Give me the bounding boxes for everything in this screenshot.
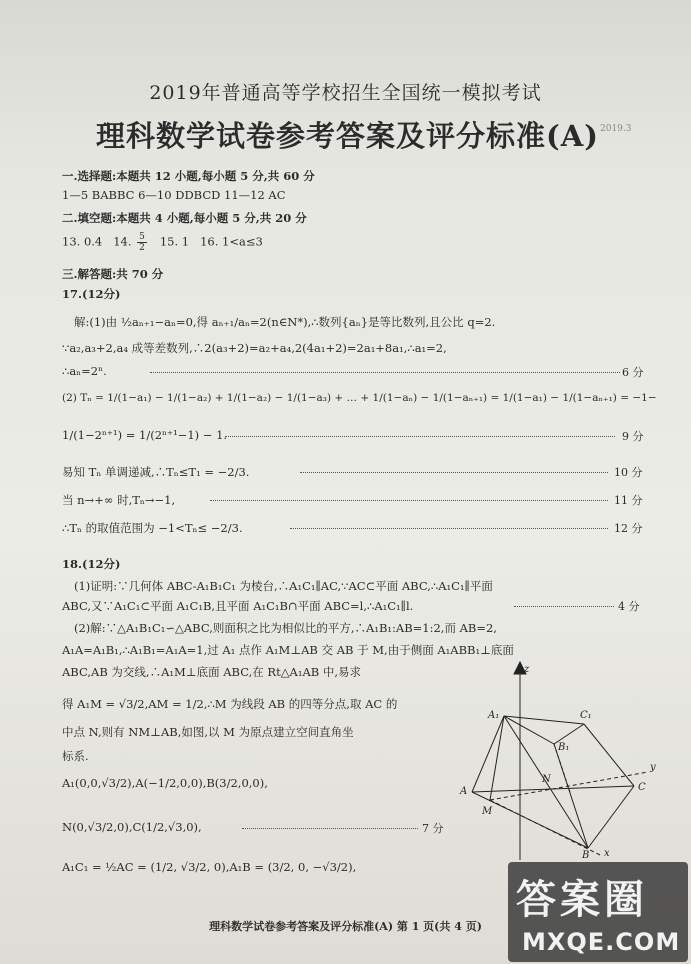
label-M: M <box>482 806 493 817</box>
q18-label: 18.(12分) <box>62 557 121 571</box>
date-stamp: 2019.3 <box>600 124 632 134</box>
answer-key-title: 理科数学试卷参考答案及评分标准(A) <box>96 119 599 153</box>
label-B1: B₁ <box>558 742 570 753</box>
q17-score-11: 11 分 <box>614 494 643 507</box>
q18-line5: ABC,AB 为交线,∴A₁M⊥底面 ABC,在 Rt△A₁AB 中,易求 <box>62 665 362 679</box>
q18-line1: (1)证明:∵几何体 ABC-A₁B₁C₁ 为棱台,∴A₁C₁∥AC,∵AC⊂平面 ABC,∴A₁C₁∥平面 <box>74 579 493 593</box>
edge-AA1 <box>472 716 504 792</box>
q17-score-9: 9 分 <box>622 430 644 443</box>
q17-line5: 1/(1−2ⁿ⁺¹) = 1/(2ⁿ⁺¹−1) − 1. <box>62 428 228 442</box>
section2-answers <box>62 232 263 253</box>
watermark-top: 答案圈 <box>516 877 648 923</box>
segment-A1M <box>490 716 504 800</box>
q18-line3: (2)解:∵△A₁B₁C₁∽△ABC,则面积之比为相似比的平方,∴A₁B₁:AB=1:2,而 AB=2, <box>74 621 497 635</box>
q17-line1: 解:(1)由 ½aₙ₊₁−aₙ=0,得 aₙ₊₁/aₙ=2(n∈N*),∴数列{aₙ}是等比数列,且公比 q=2. <box>74 315 496 329</box>
answer-14: 14. <box>113 234 132 249</box>
label-A: A <box>460 786 468 797</box>
label-A1: A₁ <box>488 710 500 721</box>
q18-line11: A₁C₁ = ½AC = (1/2, √3/2, 0),A₁B = (3/2, 0, −√3/2), <box>62 860 357 874</box>
dotted-leader <box>210 500 608 501</box>
label-y: y <box>650 762 656 773</box>
q18-line6: 得 A₁M = √3/2,AM = 1/2,∴M 为线段 AB 的四等分点,取 AC 的 <box>62 697 398 711</box>
dotted-leader <box>150 372 620 373</box>
q17-line7: 当 n→+∞ 时,Tₙ→−1, <box>62 493 176 507</box>
label-z: z <box>524 664 530 675</box>
q17-line6: 易知 Tₙ 单调递减,∴Tₙ≤T₁ = −2/3. <box>62 465 250 479</box>
fraction-numerator: 5 <box>139 232 145 242</box>
watermark-logo <box>508 862 688 962</box>
q17-score-12: 12 分 <box>614 522 643 535</box>
section3-heading: 三.解答题:共 70 分 <box>62 267 164 281</box>
section1-answers: 1—5 BABBC 6—10 DDBCD 11—12 AC <box>62 188 286 202</box>
dotted-leader <box>242 828 418 829</box>
fraction-denominator: 2 <box>139 243 145 253</box>
label-C: C <box>638 782 646 793</box>
q18-line2: ABC,又∵A₁C₁⊂平面 A₁C₁B,且平面 A₁C₁B∩平面 ABC=l,∴A₁C₁∥l. <box>62 599 414 613</box>
q17-line3: ∴aₙ=2ⁿ. <box>62 364 107 378</box>
answer-13: 13. 0.4 <box>62 234 103 249</box>
dotted-leader <box>225 436 615 437</box>
q18-line7: 中点 N,则有 NM⊥AB,如图,以 M 为原点建立空间直角坐 <box>62 725 354 739</box>
section1-heading: 一.选择题:本题共 12 小题,每小题 5 分,共 60 分 <box>62 169 315 183</box>
dotted-leader <box>290 528 608 529</box>
dotted-leader <box>514 606 614 607</box>
frustum-figure <box>452 660 682 860</box>
q18-score-4: 4 分 <box>618 600 640 613</box>
section2-heading: 二.填空题:本题共 4 小题,每小题 5 分,共 20 分 <box>62 211 307 225</box>
q17-line8: ∴Tₙ 的取值范围为 −1<Tₙ≤ −2/3. <box>62 521 243 535</box>
answer-15: 15. 1 <box>159 234 190 249</box>
edge-C1C <box>584 724 634 786</box>
label-C1: C₁ <box>580 710 592 721</box>
exam-title: 2019年普通高等学校招生全国统一模拟考试 <box>149 82 542 104</box>
q18-score-7: 7 分 <box>422 822 444 835</box>
label-x: x <box>604 848 610 859</box>
answer-16: 16. 1<a≤3 <box>200 234 263 249</box>
q18-line10: N(0,√3/2,0),C(1/2,√3,0), <box>62 820 202 834</box>
q17-line4: (2) Tₙ = 1/(1−a₁) − 1/(1−a₂) + 1/(1−a₂) − 1/(1−a₃) + … + 1/(1−aₙ) − 1/(1−aₙ₊₁) = 1/(1−a₁) − 1/(1−aₙ₊₁) = −1− <box>62 392 657 404</box>
q17-line2: ∵a₂,a₃+2,a₄ 成等差数列,∴2(a₃+2)=a₂+a₄,2(4a₁+2)=2a₁+8a₁,∴a₁=2, <box>62 341 447 355</box>
edge-BC <box>588 786 634 848</box>
q17-score-10: 10 分 <box>614 466 643 479</box>
edge-B1C1 <box>554 724 584 744</box>
q18-line9: A₁(0,0,√3/2),A(−1/2,0,0),B(3/2,0,0), <box>62 776 268 790</box>
label-B: B <box>582 850 590 860</box>
edge-B1B <box>554 744 588 848</box>
q18-line4: A₁A=A₁B₁,∴A₁B₁=A₁A=1,过 A₁ 点作 A₁M⊥AB 交 AB 于 M,由于侧面 A₁ABB₁⊥底面 <box>62 643 514 657</box>
label-N: N <box>542 774 551 785</box>
dotted-leader <box>300 472 608 473</box>
answer-14-fraction <box>137 232 147 253</box>
watermark-bottom: MXQE.COM <box>522 928 681 956</box>
q17-score-6: 6 分 <box>622 366 644 379</box>
q17-label: 17.(12分) <box>62 287 121 301</box>
page-footer: 理科数学试卷参考答案及评分标准(A) 第 1 页(共 4 页) <box>209 920 482 933</box>
q18-line8: 标系. <box>62 749 89 763</box>
